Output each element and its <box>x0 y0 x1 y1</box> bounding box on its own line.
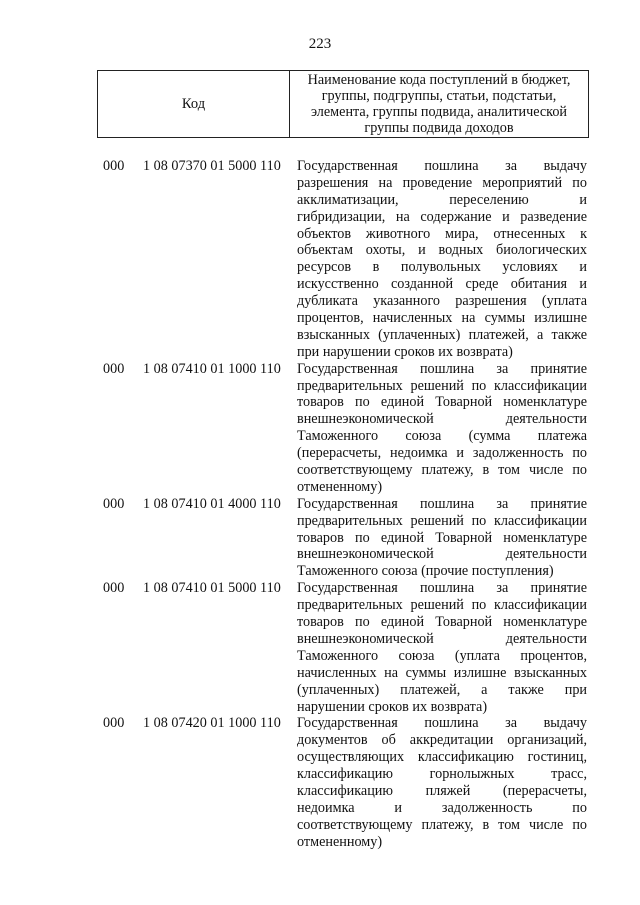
description-line: Таможенного союза (прочие поступления) <box>297 563 554 580</box>
description-line: товаров по единой Товарной номенклатуре <box>297 529 587 546</box>
revenue-description <box>297 715 587 850</box>
admin-code: 000 <box>103 158 125 174</box>
description-line: процентов, начисленных на суммы излишне <box>297 310 587 327</box>
description-line: предварительных решений по классификации <box>297 512 587 529</box>
description-line: соответствующему платежу, в том числе по <box>297 462 587 479</box>
description-line: Государственная пошлина за принятие <box>297 495 587 512</box>
header-code-column: Код <box>98 71 290 137</box>
description-line: отмененному) <box>297 478 383 495</box>
revenue-code-list <box>0 158 640 851</box>
description-line: недоимка и задолженность по <box>297 799 587 816</box>
description-line: ресурсов в полувольных условиях и <box>297 259 587 276</box>
description-line: предварительных решений по классификации <box>297 597 587 614</box>
table-header <box>97 70 589 138</box>
table-row <box>0 496 640 580</box>
description-line: гибридизации, на содержание и разведение <box>297 208 587 225</box>
description-line: Государственная пошлина за выдачу <box>297 715 587 732</box>
description-line: (перерасчеты, недоимка и задолженность по <box>297 445 587 462</box>
revenue-description <box>297 496 587 580</box>
admin-code: 000 <box>103 495 125 512</box>
description-line: внешнеэкономической деятельности <box>297 411 587 428</box>
description-line: начисленных на суммы излишне взысканных <box>297 664 587 681</box>
description-line: нарушении сроков их возврата) <box>297 698 488 715</box>
description-line: дубликата указанного разрешения (уплата <box>297 293 587 310</box>
revenue-description <box>297 158 587 361</box>
table-row <box>0 580 640 715</box>
revenue-code: 1 08 07370 01 5000 110 <box>143 158 281 174</box>
revenue-code: 1 08 07420 01 1000 110 <box>143 715 281 732</box>
revenue-code: 1 08 07410 01 1000 110 <box>143 360 281 377</box>
description-line: товаров по единой Товарной номенклатуре <box>297 614 587 631</box>
description-line: искусственно созданной среде обитания и <box>297 276 587 293</box>
table-row <box>0 361 640 496</box>
admin-code: 000 <box>103 580 125 597</box>
page-number: 223 <box>308 36 332 52</box>
description-line: Государственная пошлина за принятие <box>297 360 587 377</box>
description-line: Таможенного союза (уплата процентов, <box>297 647 587 664</box>
description-line: предварительных решений по классификации <box>297 377 587 394</box>
admin-code: 000 <box>103 360 125 377</box>
description-line: при нарушении сроков их возврата) <box>297 343 513 360</box>
table-row <box>0 158 640 361</box>
description-line: взысканных (уплаченных) платежей, а также <box>297 326 587 343</box>
revenue-code: 1 08 07410 01 4000 110 <box>143 495 281 512</box>
description-line: объектов животного мира, отнесенных к <box>297 225 587 242</box>
description-line: отмененному) <box>297 833 383 850</box>
description-line: Таможенного союза (сумма платежа <box>297 428 587 445</box>
description-line: разрешения на проведение мероприятий по <box>297 174 587 191</box>
revenue-description <box>297 580 587 715</box>
description-line: внешнеэкономической деятельности <box>297 630 587 647</box>
description-line: (уплаченных) платежей, а также при <box>297 681 587 698</box>
description-line: внешнеэкономической деятельности <box>297 546 587 563</box>
description-line: акклиматизации, переселению и <box>297 191 587 208</box>
revenue-code: 1 08 07410 01 5000 110 <box>143 580 281 597</box>
description-line: Государственная пошлина за выдачу <box>297 158 587 174</box>
header-name-column: Наименование кода поступлений в бюджет, группы, подгруппы, статьи, подстатьи, элемента, группы подвида, аналитической группы подвида доходов <box>307 72 571 136</box>
description-line: соответствующему платежу, в том числе по <box>297 816 587 833</box>
admin-code: 000 <box>103 715 125 732</box>
description-line: осуществляющих классификацию гостиниц, <box>297 749 587 766</box>
description-line: классификацию пляжей (перерасчеты, <box>297 782 587 799</box>
description-line: объектам охоты, и водных биологических <box>297 242 587 259</box>
description-line: документов об аккредитации организаций, <box>297 732 587 749</box>
description-line: товаров по единой Товарной номенклатуре <box>297 394 587 411</box>
description-line: Государственная пошлина за принятие <box>297 580 587 597</box>
table-row <box>0 715 640 850</box>
description-line: классификацию горнолыжных трасс, <box>297 766 587 783</box>
revenue-description <box>297 361 587 496</box>
